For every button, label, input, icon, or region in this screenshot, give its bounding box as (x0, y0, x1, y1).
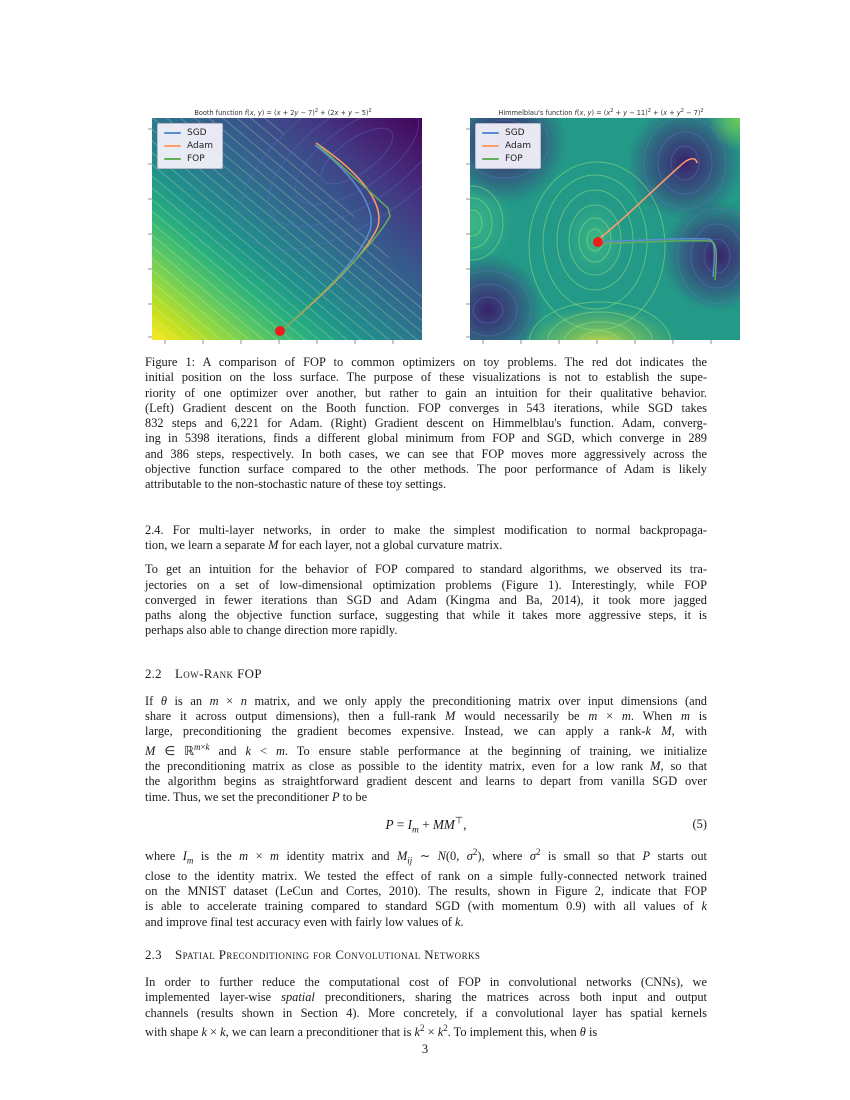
text-line: To get an intuition for the behavior of FOP compared to standard algorithms, we observed its tra- (145, 562, 707, 577)
legend-label: Adam (187, 141, 213, 151)
text-line: M ∈ ℝ$^{m\times k}$ and k < m. To ensure stable performance at the beginning of training, we initialize (145, 741, 707, 758)
text-line: and 386 steps, respectively. In both cases, we can see that FOP moves more aggressively across the (145, 446, 707, 461)
content-column (145, 0, 707, 1040)
start-point-dot (593, 237, 603, 247)
text-line: jectories on a set of low-dimensional optimization problems (Figure 1). Interestingly, while FOP (145, 577, 707, 592)
legend-label: SGD (187, 128, 207, 138)
legend (475, 123, 541, 169)
legend-label: Adam (505, 141, 531, 151)
legend-label: FOP (505, 154, 523, 164)
equation-number: (5) (692, 816, 707, 831)
legend-item (164, 128, 213, 138)
text-line: the algorithm begins as straightforward gradient descent and learns to depart from vanilla SGD over (145, 774, 707, 789)
text-line: channels (results shown in Section 4). More concretely, if a convolutional layer has spatial kernels (145, 1005, 707, 1020)
text-line: time. Thus, we set the preconditioner P to be (145, 789, 368, 804)
text-line: In order to further reduce the computational cost of FOP in convolutional networks (CNNs), we (145, 975, 707, 990)
text-line: 2.4. For multi-layer networks, in order to make the simplest modification to normal backpropaga- (145, 522, 707, 537)
paragraph-spatial (145, 975, 707, 1040)
section-heading-2-3 (145, 948, 707, 963)
plot-area-booth (147, 117, 423, 346)
legend-label: FOP (187, 154, 205, 164)
section-heading-2-2 (145, 667, 707, 682)
section-number: 2.3 (145, 948, 162, 963)
text-line: implemented layer-wise spatial preconditioners, sharing the matrices across both input and output (145, 990, 707, 1005)
text-line: tion, we learn a separate M for each layer, not a global curvature matrix. (145, 537, 503, 552)
text-line: converged in fewer iterations than SGD and Adam (Kingma and Ba, 2014), it took more jagged (145, 592, 707, 607)
plot-title-himmelblau: Himmelblau's function f(x, $y) = (x^2 + y - 11)^2 + (x + y^2 - 7)^2$ (498, 108, 704, 118)
paragraph-after-equation (145, 845, 707, 930)
plot-title-booth: Booth function f(x, $y) = (x + 2y - 7)^2 + (2x + y - 5)^2$ (194, 108, 372, 118)
section-title: Low-Rank FOP (175, 666, 262, 681)
text-line: If θ is an m × n matrix, and we only apply the preconditioning matrix over input dimensions (and (145, 693, 707, 708)
equation-body: $P = I_m + MM^⊤$, (385, 816, 467, 836)
legend (157, 123, 223, 169)
section-number: 2.2 (145, 666, 162, 681)
adam-line-swatch (164, 145, 181, 148)
text-line: attributable to the non-stochastic nature of these toy settings. (145, 477, 447, 492)
text-line: (Left) Gradient descent on the Booth function. FOP converges in 543 iterations, while SGD takes (145, 400, 707, 415)
sgd-line-swatch (164, 132, 181, 135)
fop-line-swatch (164, 158, 181, 161)
text-line: ing in 5398 iterations, finds a different global minimum from FOP and SGD, which converge in 289 (145, 431, 707, 446)
text-line: perhaps also able to change direction more rapidly. (145, 623, 398, 638)
text-line: with shape k × k, we can learn a preconditioner that is $k^2 \times k^2$. To implement this, when θ is (145, 1022, 598, 1040)
text-line: where $I_m$ is the m × m identity matrix and $M_{ij}$ ∼ N(0, $\sigma^2$), where $\sigma^2$ is small so that P starts out (145, 846, 707, 866)
legend-label: SGD (505, 128, 525, 138)
sgd-line-swatch (482, 132, 499, 135)
legend-item (482, 154, 531, 164)
legend-item (164, 141, 213, 151)
equation-5 (145, 816, 707, 834)
legend-item (482, 141, 531, 151)
adam-line-swatch (482, 145, 499, 148)
legend-item (164, 154, 213, 164)
text-line: objective function surface compared to the other methods. The poor performance of Adam is likely (145, 462, 707, 477)
page-number: 3 (421, 1042, 429, 1056)
text-line: initial position on the loss surface. The purpose of these visualizations is not to establish the supe- (145, 370, 707, 385)
text-line: close to the identity matrix. We tested the effect of rank on a simple fully-connected network trained (145, 868, 707, 883)
text-line: the preconditioning matrix as close as possible to the identity matrix, even for a low rank M, so that (145, 759, 708, 774)
paragraph-intuition (145, 562, 707, 638)
text-line: large, preconditioning the gradient becomes expensive. Instead, we can apply a rank-k M, with (145, 724, 707, 739)
text-line: share it across output dimensions), then a full-rank M would necessarily be m × m. When m is (145, 709, 708, 724)
paragraph-lowrank (145, 694, 707, 805)
figure-himmelblau (465, 106, 737, 346)
text-line: paths along the objective function surface, suggesting that while it takes more aggressive steps, it is (145, 608, 707, 623)
plot-area-himmelblau (465, 117, 741, 346)
text-line: 832 steps and 6,221 for Adam. (Right) Gradient descent on Himmelblau's function. Adam, converg- (145, 416, 707, 431)
legend-item (482, 128, 531, 138)
start-point-dot (275, 326, 285, 336)
text-line: riority of one optimizer over another, but rather to gain an intuition for their qualitative behavior. (145, 385, 707, 400)
section-title: Spatial Preconditioning for Convolutional Networks (175, 948, 481, 963)
figure-caption (145, 355, 707, 493)
text-line: Figure 1: A comparison of FOP to common optimizers on toy problems. The red dot indicates the (145, 355, 707, 369)
figure-booth (147, 106, 419, 346)
paragraph-item-2-4 (145, 523, 707, 554)
text-line: on the MNIST dataset (LeCun and Cortes, 2010). The results, shown in Figure 2, indicate that FOP (145, 884, 707, 899)
fop-line-swatch (482, 158, 499, 161)
text-line: and improve final test accuracy even with fairly low values of k. (145, 914, 464, 929)
figure-1 (147, 106, 737, 346)
text-line: is able to accelerate training compared to standard SGD (with momentum 0.9) with all values of k (145, 899, 707, 914)
